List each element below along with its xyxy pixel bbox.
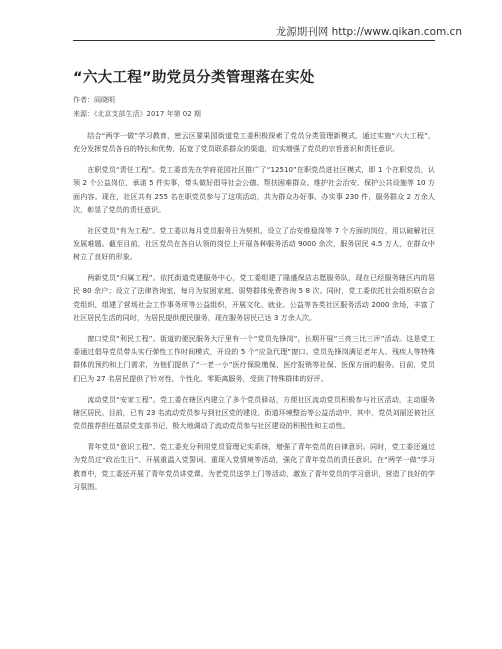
paragraph: 社区党员“有为工程”。党工委以每月党员服务日为契机，设立了治安维稳岗等 7 个方面的岗位，用以破解社区发展难题。截至目前，社区党员在各自认领的岗位上开展各种服务活动 9000 余次，服务居民 4.5 万人，在群众中树立了良好的形象。 [73, 225, 435, 262]
paragraph: 结合“两学一做”学习教育，密云区要果园街道党工委积极探索了党员分类管理新模式，通过实施“六大工程”，充分发挥党员各自的特长和优势，拓宽了党员联系群众的渠道，切实增强了党员的宗旨意识和责任意识。 [73, 131, 435, 154]
paragraph: 流动党员“安家工程”。党工委在辖区内建立了多个党员驿站，方便社区流动党员积极参与社区活动，主动服务辖区居民。目前，已有 23 名流动党员参与到社区党的建设、街道环境整治等公益活动中，其中，党员刘丽还被社区党员推荐担任基层党支部书记，极大地调动了流动党员参与社区建设的积极性和主动性。 [73, 394, 435, 431]
article-body [73, 129, 435, 501]
paragraph: 在职党员“责任工程”。党工委首先在学府花园社区推广了“12510”在职党员进社区模式，即 1 个在职党员，认领 2 个公益岗位，承诺 5 件实事，带头做好倡导社会公德、帮扶困难群众、维护社会治安、保护公共设施等 10 方面内容。现在，社区共有 255 名在职党员参与了这项活动，共为群众办好事、办实事 230 件，服务群众 2 万余人次，彰显了党员的责任意识。 [73, 165, 435, 214]
article-author: 作者：阎晓明 [73, 96, 115, 104]
article-title: “六大工程”助党员分类管理落在实处 [73, 70, 315, 86]
header-divider [73, 40, 435, 41]
site-header: 龙源期刊网 http://www.qikan.com.cn [275, 26, 462, 38]
paragraph: 窗口党员“利民工程”。街道的便民服务大厅里有一个“党员先锋岗”，长期开展“三亮三比三评”活动。这是党工委通过倡导党员带头实行弹性工作时间模式，开设的 5 个“应急代理”窗口。党员先锋岗满足老年人、残疾人等特殊群体的预约和上门需求，为他们提供了“一老一小”医疗保险缴保、医疗报销等社保、医保方面的服务。目前，党员们已为 27 名居民提供了针对性、个性化、零距离服务，受到了特殊群体的好评。 [73, 333, 435, 383]
article-source: 来源：《北京支部生活》2017 年第 02 期 [73, 110, 201, 118]
paragraph: 青年党员“意识工程”。党工委充分利用党员管理记实系统，增强了青年党员的自律意识。同时，党工委还通过为党员过“政治生日”、开展重温入党誓词、重现入党情境等活动，强化了青年党员的责任意识。在“两学一做”学习教育中，党工委还开展了青年党员讲党课、为老党员送学上门等活动，激发了青年党员的学习意识，营造了良好的学习氛围。 [73, 441, 435, 491]
paragraph: 两新党员“归属工程”。依托街道党建服务中心，党工委组建了隆盛保洁志愿服务队，现在已经服务辖区内的居民 80 余户；设立了法律咨询室，每月为贫困家庭、弱势群体免费咨询 5 8 次。同时，党工委依托社会组织联合会党组织，组建了营场社会工作事务所等公益组织，开展文化、就业、公益等各类社区服务活动 2000 余场，丰富了社区居民生活的同时，为居民提供便民服务，现在服务居民已达 3 万余人次。 [73, 273, 435, 323]
